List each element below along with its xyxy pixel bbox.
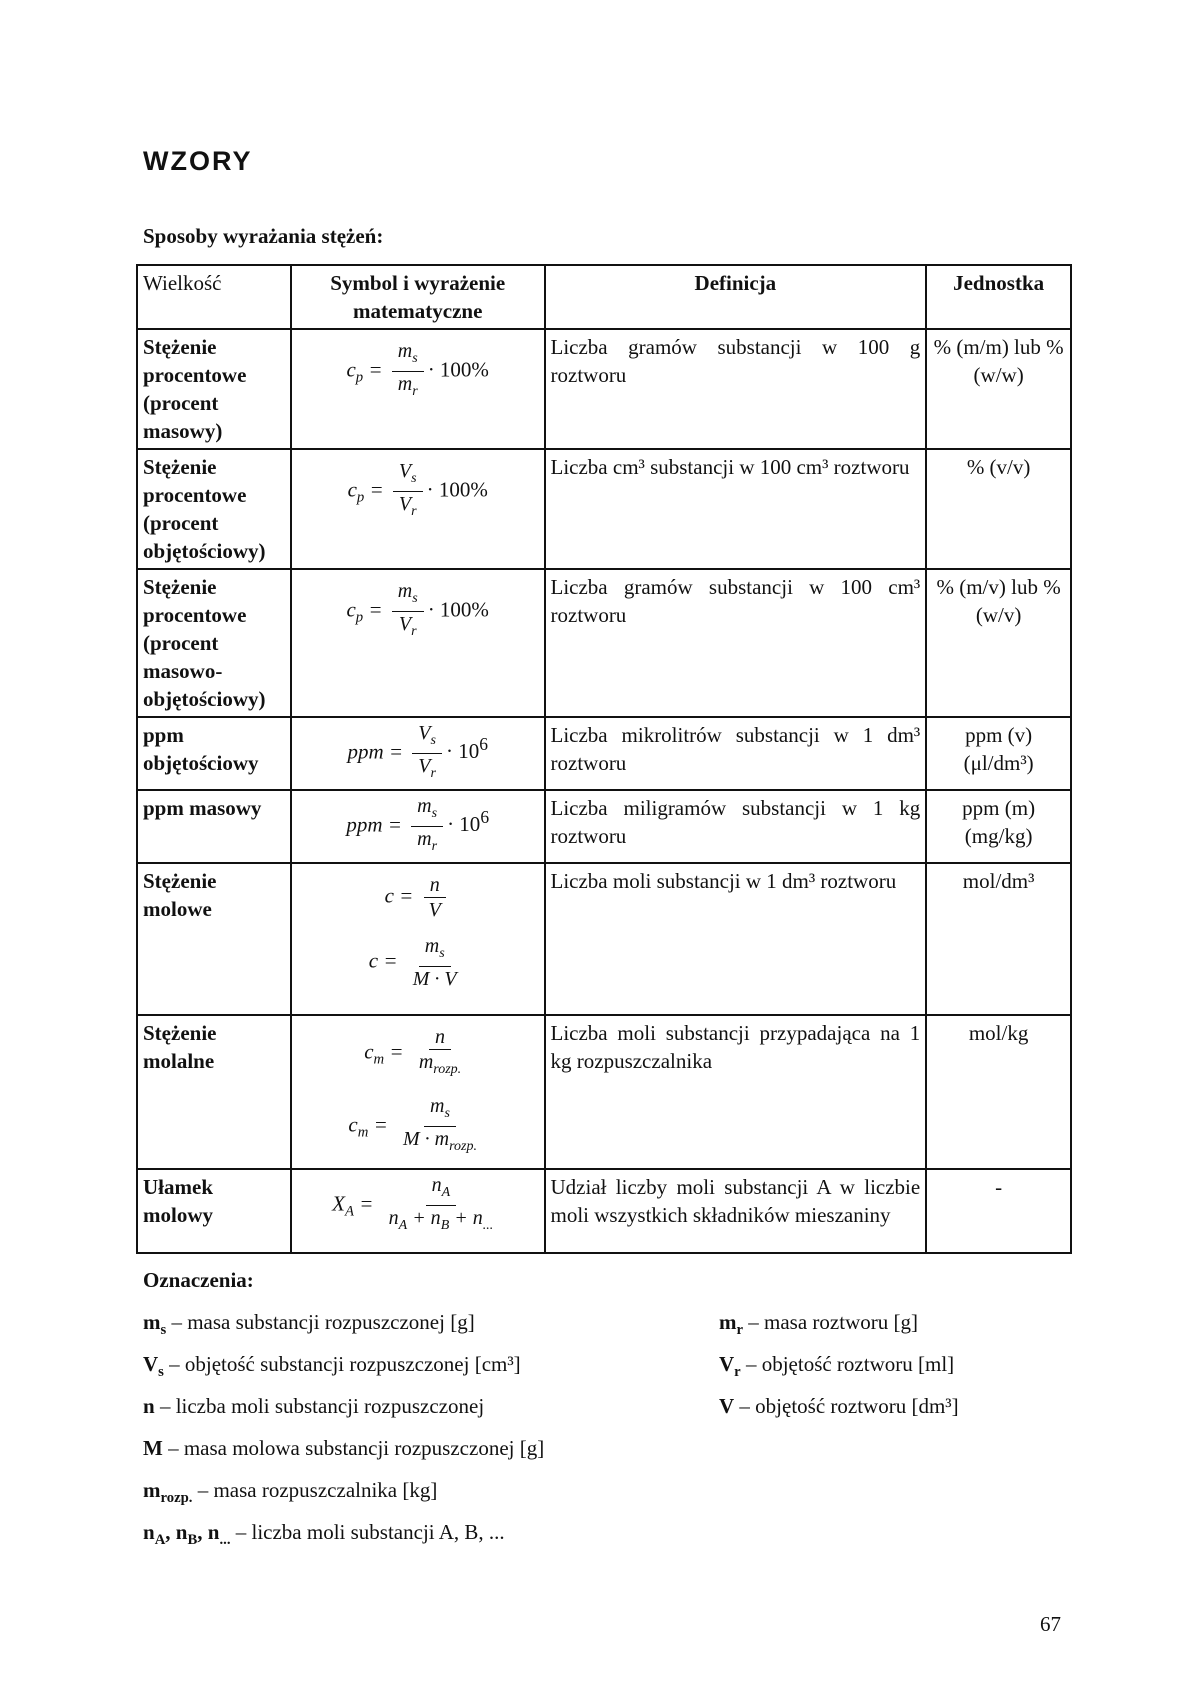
- table-row: [137, 717, 1071, 790]
- legend-item: $n_A$, $n_B$, $n_{...}$ – liczba moli substancji A, B, ...: [143, 1520, 505, 1549]
- row-unit: % (m/v) lub %(w/v): [926, 569, 1071, 717]
- legend-item: $V_r$ – objętość roztworu [ml]: [719, 1352, 955, 1381]
- table-row: [137, 569, 1071, 717]
- legend-item: V – objętość roztworu [dm³]: [719, 1394, 959, 1418]
- table-row: [137, 863, 1071, 1015]
- formula-percent-volume: $c_p$ = $\frac{V_s}{V_r}$ · 100%: [347, 460, 488, 519]
- row-unit: -: [926, 1169, 1071, 1253]
- row-unit: % (v/v): [926, 449, 1071, 569]
- legend-item: M – masa molowa substancji rozpuszczonej [g]: [143, 1436, 545, 1460]
- row-definition: Liczba gramów substancji w 100 g roztworu: [545, 329, 927, 449]
- row-quantity: Stężenie procentowe (procent masowo-objętościowy): [137, 569, 291, 717]
- legend-title: Oznaczenia:: [143, 1268, 254, 1292]
- row-unit: mol/kg: [926, 1015, 1071, 1169]
- table-row: [137, 790, 1071, 863]
- row-definition: Liczba cm³ substancji w 100 cm³ roztworu: [545, 449, 927, 569]
- section-subheading: Sposoby wyrażania stężeń:: [143, 224, 384, 248]
- row-definition: Liczba moli substancji w 1 dm³ roztworu: [545, 863, 927, 1015]
- table-row: [137, 329, 1071, 449]
- row-quantity: ppm objętościowy: [137, 717, 291, 790]
- row-unit: mol/dm³: [926, 863, 1071, 1015]
- row-quantity: Stężenie molalne: [137, 1015, 291, 1169]
- row-formula: [291, 863, 545, 1015]
- row-definition: Liczba gramów substancji w 100 cm³ roztworu: [545, 569, 927, 717]
- formula-molar-1: c = $\frac{n}{V}$: [297, 867, 539, 928]
- header-unit: Jednostka: [926, 265, 1071, 329]
- legend-item: $V_s$ – objętość substancji rozpuszczonej [cm³]: [143, 1352, 521, 1381]
- legend-item: $m_r$ – masa roztworu [g]: [719, 1310, 918, 1339]
- header-quantity: Wielkość: [137, 265, 291, 329]
- row-formula: [291, 449, 545, 569]
- row-formula: [291, 717, 545, 790]
- row-formula: [291, 569, 545, 717]
- legend-item: $m_{rozp.}$ – masa rozpuszczalnika [kg]: [143, 1478, 438, 1507]
- table-row: [137, 449, 1071, 569]
- formula-ppm-volume: ppm = $\frac{V_s}{V_r}$ · $10^6$: [347, 722, 488, 781]
- table-row: [137, 1015, 1071, 1169]
- formula-molal-1: $c_m$ = $\frac{n}{m_{rozp.}}$: [364, 1026, 462, 1077]
- row-formula: [291, 790, 545, 863]
- row-unit: % (m/m) lub % (w/w): [926, 329, 1071, 449]
- header-definition: Definicja: [545, 265, 927, 329]
- row-formula: [291, 1015, 545, 1169]
- row-definition: Udział liczby moli substancji A w liczbie moli wszystkich składników mieszaniny: [545, 1169, 927, 1253]
- page-heading: WZORY: [143, 146, 253, 176]
- header-symbol: Symbol i wyrażenie matematyczne: [291, 265, 545, 329]
- row-definition: Liczba miligramów substancji w 1 kg roztworu: [545, 790, 927, 863]
- row-unit: ppm (v) (μl/dm³): [926, 717, 1071, 790]
- row-quantity: Ułamek molowy: [137, 1169, 291, 1253]
- formula-ppm-mass: ppm = $\frac{m_s}{m_r}$ · $10^6$: [346, 795, 490, 854]
- formula-percent-mass-volume: $c_p$ = $\frac{m_s}{V_r}$ · 100%: [346, 580, 489, 639]
- legend-item: n – liczba moli substancji rozpuszczonej: [143, 1394, 485, 1418]
- row-quantity: Stężenie procentowe (procent masowy): [137, 329, 291, 449]
- formula-percent-mass: $c_p$ = $\frac{m_s}{m_r}$ · 100%: [346, 340, 489, 399]
- formula-molar-2: c = $\frac{m_s}{M \cdot V}$: [368, 935, 457, 990]
- formula-molal-2: $c_m$ = $\frac{m_s}{M \cdot m_{rozp.}}$: [348, 1095, 477, 1154]
- table-row: [137, 1169, 1071, 1253]
- legend-item: $m_s$ – masa substancji rozpuszczonej [g]: [143, 1310, 475, 1339]
- row-formula: [291, 329, 545, 449]
- formula-mole-fraction: $X_A$ = $\frac{n_A}{n_A + n_B + n_{...}}$: [332, 1174, 494, 1233]
- concentration-table: [136, 264, 1072, 1254]
- row-formula: [291, 1169, 545, 1253]
- page-number: 67: [1040, 1612, 1061, 1636]
- row-definition: Liczba moli substancji przypadająca na 1 kg rozpuszczalnika: [545, 1015, 927, 1169]
- table-header-row: [137, 265, 1071, 329]
- row-quantity: Stężenie molowe: [137, 863, 291, 1015]
- row-quantity: ppm masowy: [137, 790, 291, 863]
- row-unit: ppm (m) (mg/kg): [926, 790, 1071, 863]
- row-quantity: Stężenie procentowe (procent objętościowy): [137, 449, 291, 569]
- row-definition: Liczba mikrolitrów substancji w 1 dm³ roztworu: [545, 717, 927, 790]
